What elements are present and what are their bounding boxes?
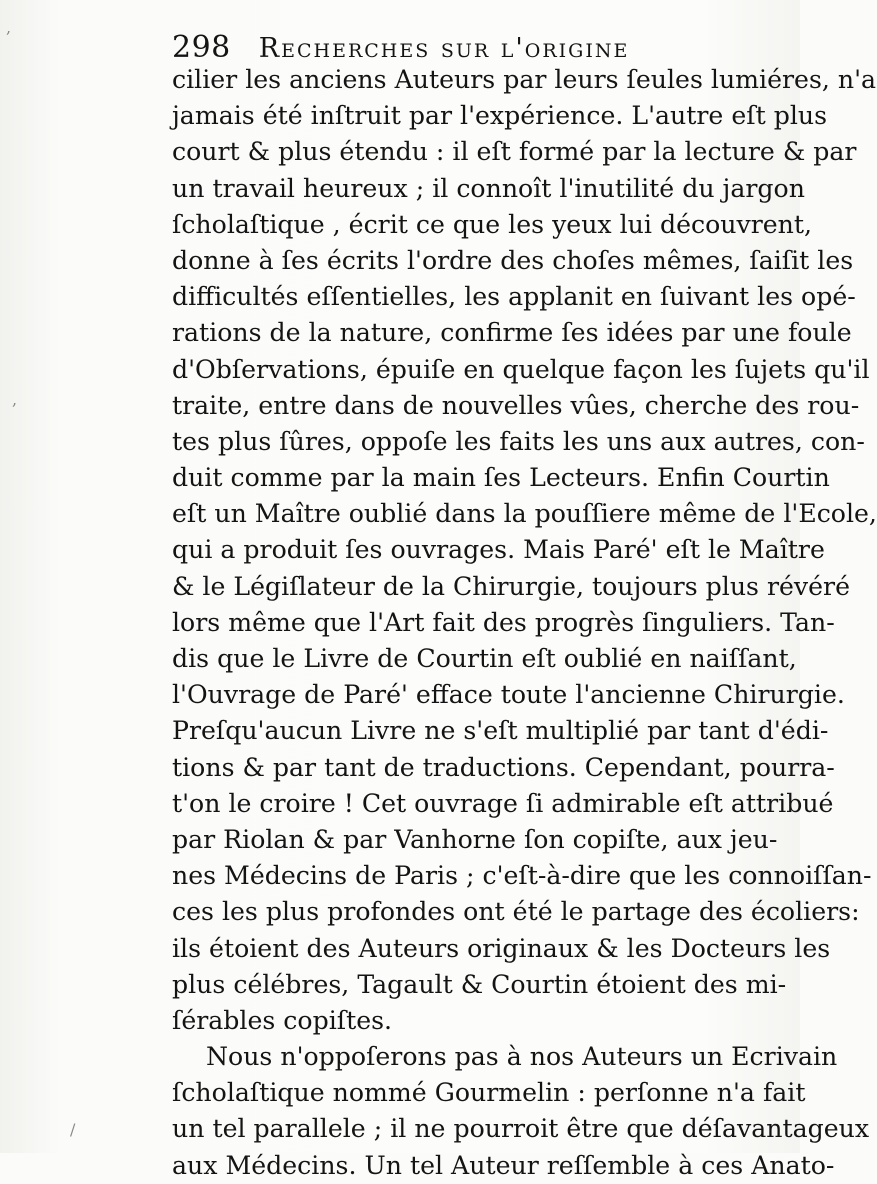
- text-line: ils étoient des Auteurs originaux & les Docteurs les: [172, 933, 831, 963]
- text-line: un travail heureux ; il connoît l'inutilité du jargon: [172, 173, 805, 203]
- text-line: donne à ſes écrits l'ordre des choſes mêmes, ſaiſit les: [172, 245, 854, 275]
- text-line: rations de la nature, confirme ſes idées par une foule: [172, 318, 852, 348]
- text-line: difficultés eſſentielles, les applanit en ſuivant les opé-: [172, 282, 856, 312]
- text-line: l'Ouvrage de Paré' efface toute l'ancienne Chirurgie.: [172, 680, 845, 710]
- text-line: tions & par tant de traductions. Cependant, pourra-: [172, 752, 835, 782]
- text-line: par Riolan & par Vanhorne ſon copiſte, aux jeu-: [172, 824, 778, 854]
- text-line: plus célébres, Tagault & Courtin étoient des mi-: [172, 969, 787, 999]
- text-line: ſérables copiſtes.: [172, 1005, 393, 1035]
- margin-mark: ,: [12, 390, 18, 409]
- page-number: 298: [172, 30, 231, 65]
- text-line: lors même que l'Art fait des progrès ſinguliers. Tan-: [172, 607, 835, 637]
- page-header: [172, 30, 732, 64]
- text-line: ſcholaſtique nommé Gourmelin : perſonne n'a fait: [172, 1078, 806, 1108]
- text-line: un tel parallele ; il ne pourroit être que déſavantageux: [172, 1114, 870, 1144]
- text-line: duit comme par la main ſes Lecteurs. Enfin Courtin: [172, 463, 830, 493]
- text-line: qui a produit ſes ouvrages. Mais Paré' eſt le Maître: [172, 535, 825, 565]
- text-line: nes Médecins de Paris ; c'eſt-à-dire que les connoiſſan-: [172, 861, 872, 891]
- text-line: aux Médecins. Un tel Auteur reſſemble à ces Anato-: [172, 1150, 835, 1180]
- text-line: & le Légiſlateur de la Chirurgie, toujours plus révéré: [172, 571, 850, 601]
- text-line: traite, entre dans de nouvelles vûes, cherche des rou-: [172, 390, 860, 420]
- body-text: [172, 62, 877, 1184]
- text-line: d'Obſervations, épuiſe en quelque façon les ſujets qu'il: [172, 354, 870, 384]
- margin-mark: /: [70, 1120, 76, 1139]
- text-line: ſcholaſtique , écrit ce que les yeux lui découvrent,: [172, 209, 813, 239]
- text-line: tes plus ſûres, oppoſe les faits les uns aux autres, con-: [172, 426, 865, 456]
- text-line: jamais été inſtruit par l'expérience. L'autre eſt plus: [172, 101, 828, 131]
- running-head: Recherches sur l'origine: [258, 33, 630, 64]
- text-line: Nous n'oppoſerons pas à nos Auteurs un Ecrivain: [206, 1042, 838, 1072]
- text-line: cilier les anciens Auteurs par leurs ſeules lumiéres, n'a: [172, 65, 877, 94]
- margin-mark: ,: [6, 18, 12, 37]
- text-line: t'on le croire ! Cet ouvrage ſi admirable eſt attribué: [172, 788, 834, 818]
- text-line: court & plus étendu : il eſt formé par la lecture & par: [172, 137, 857, 167]
- text-line: Preſqu'aucun Livre ne s'eſt multiplié par tant d'édi-: [172, 716, 829, 746]
- text-line: dis que le Livre de Courtin eſt oublié en naiſſant,: [172, 644, 797, 673]
- text-line: ces les plus profondes ont été le partage des écoliers:: [172, 897, 860, 927]
- text-line: eſt un Maître oublié dans la pouſſiere même de l'Ecole,: [172, 499, 877, 529]
